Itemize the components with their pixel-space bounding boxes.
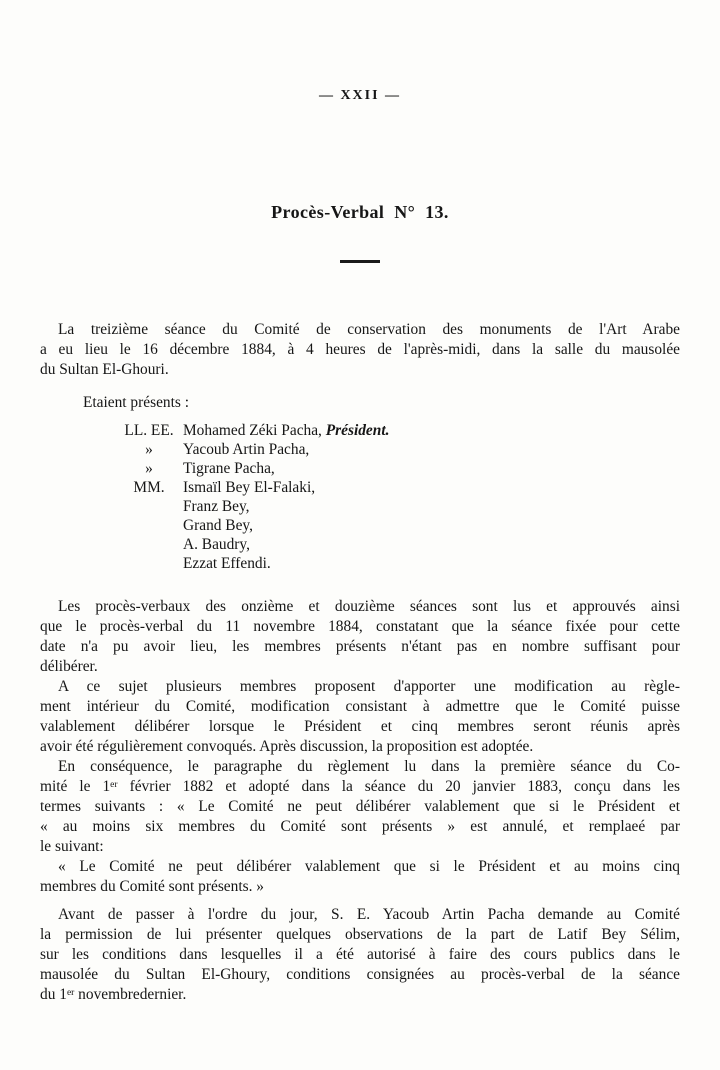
attendee-name: Mohamed Zéki Pacha, Président. — [183, 422, 390, 439]
text-line: sur les conditions dans lesquelles il a été autorisé à faire des cours publics dans le — [40, 946, 680, 963]
attendee-name: Tigrane Pacha, — [183, 460, 275, 477]
paragraph — [40, 857, 680, 897]
opening-paragraph — [40, 320, 680, 380]
attendee-name: Ismaïl Bey El-Falaki, — [183, 479, 316, 496]
superscript-text: er — [110, 780, 118, 790]
attendee-row — [123, 478, 680, 497]
text-line: date n'a pu avoir lieu, les membres présents n'étant pas en nombre suffisant pour — [40, 638, 680, 655]
text-line: avoir été régulièrement convoqués. Après discussion, la proposition est adoptée. — [40, 738, 534, 755]
attendee-name: Franz Bey, — [183, 498, 250, 515]
attendee-row — [123, 440, 680, 459]
text-line: En conséquence, le paragraphe du règlement lu dans la première séance du Co- — [58, 758, 680, 775]
text-line: que le procès-verbal du 11 novembre 1884, constatant que la séance fixée pour cette — [40, 618, 680, 635]
page-title: Procès-Verbal N° 13. — [271, 202, 449, 222]
text-line: « au moins six membres du Comité sont présents » est annulé, et remplaeé par — [40, 818, 680, 835]
paragraph — [40, 757, 680, 857]
attendee-title-prefix: LL. EE. — [124, 422, 174, 439]
attendee-row — [123, 535, 680, 554]
text-line: du Sultan El-Ghouri. — [40, 361, 169, 378]
attendee-row — [123, 554, 680, 573]
text-line: Les procès-verbaux des onzième et douzième séances sont lus et approuvés ainsi — [58, 598, 680, 615]
page-number: — XXII — — [318, 88, 402, 103]
superscript-text: er — [66, 988, 75, 998]
text-line: termes suivants : « Le Comité ne peut délibérer valablement que si le Président et — [40, 798, 680, 815]
attendee-title-prefix — [123, 554, 175, 573]
paragraph — [40, 677, 680, 757]
paragraph — [40, 597, 680, 677]
attendee-name: Grand Bey, — [183, 517, 253, 534]
text-line: La treizième séance du Comité de conservation des monuments de l'Art Arabe — [58, 321, 680, 338]
attendee-title-prefix — [123, 516, 175, 535]
text-line: Avant de passer à l'ordre du jour, S. E. Yacoub Artin Pacha demande au Comité — [58, 906, 680, 923]
text-line: « Le Comité ne peut délibérer valablement que si le Président et au moins cinq — [58, 858, 680, 875]
text-line: ment intérieur du Comité, modification consistant à admettre que le Comité puisse — [40, 698, 680, 715]
attendee-row — [123, 421, 680, 440]
body-paragraphs — [40, 597, 680, 1005]
italic-text: Président. — [325, 422, 390, 439]
text-line: du 1er novembredernier. — [40, 986, 187, 1003]
text-line: valablement délibérer lorsque le Président et cinq membres seront réunis après — [40, 718, 680, 735]
text-line: mausolée du Sultan El-Ghoury, conditions consignées au procès-verbal de la séance — [40, 966, 680, 983]
attendee-title-prefix: » — [145, 441, 153, 458]
text-line: mité le 1er février 1882 et adopté dans la séance du 20 janvier 1883, conçu dans les — [40, 778, 680, 795]
attendee-row — [123, 497, 680, 516]
page-body — [40, 320, 680, 1005]
text-line: la permission de lui présenter quelques observations de la part de Latif Bey Sélim, — [40, 926, 680, 943]
attendee-title-prefix — [123, 535, 175, 554]
text-line: A ce sujet plusieurs membres proposent d'apporter une modification au règle- — [58, 678, 680, 695]
text-line: a eu lieu le 16 décembre 1884, à 4 heures de l'après-midi, dans la salle du mausolée — [40, 341, 680, 358]
attendees-intro: Etaient présents : — [83, 394, 189, 411]
attendee-name: Yacoub Artin Pacha, — [183, 441, 310, 458]
attendee-title-prefix: MM. — [133, 479, 165, 496]
paragraph — [40, 905, 680, 1005]
attendee-row — [123, 516, 680, 535]
divider-rule — [340, 260, 380, 263]
text-line: le suivant: — [40, 838, 104, 855]
attendee-title-prefix — [123, 497, 175, 516]
attendee-name: Ezzat Effendi. — [183, 555, 271, 572]
attendee-row — [123, 459, 680, 478]
text-line: délibérer. — [40, 658, 98, 675]
attendee-name: A. Baudry, — [183, 536, 250, 553]
attendees-list — [123, 421, 680, 573]
text-line: membres du Comité sont présents. » — [40, 878, 264, 895]
attendee-title-prefix: » — [145, 460, 153, 477]
